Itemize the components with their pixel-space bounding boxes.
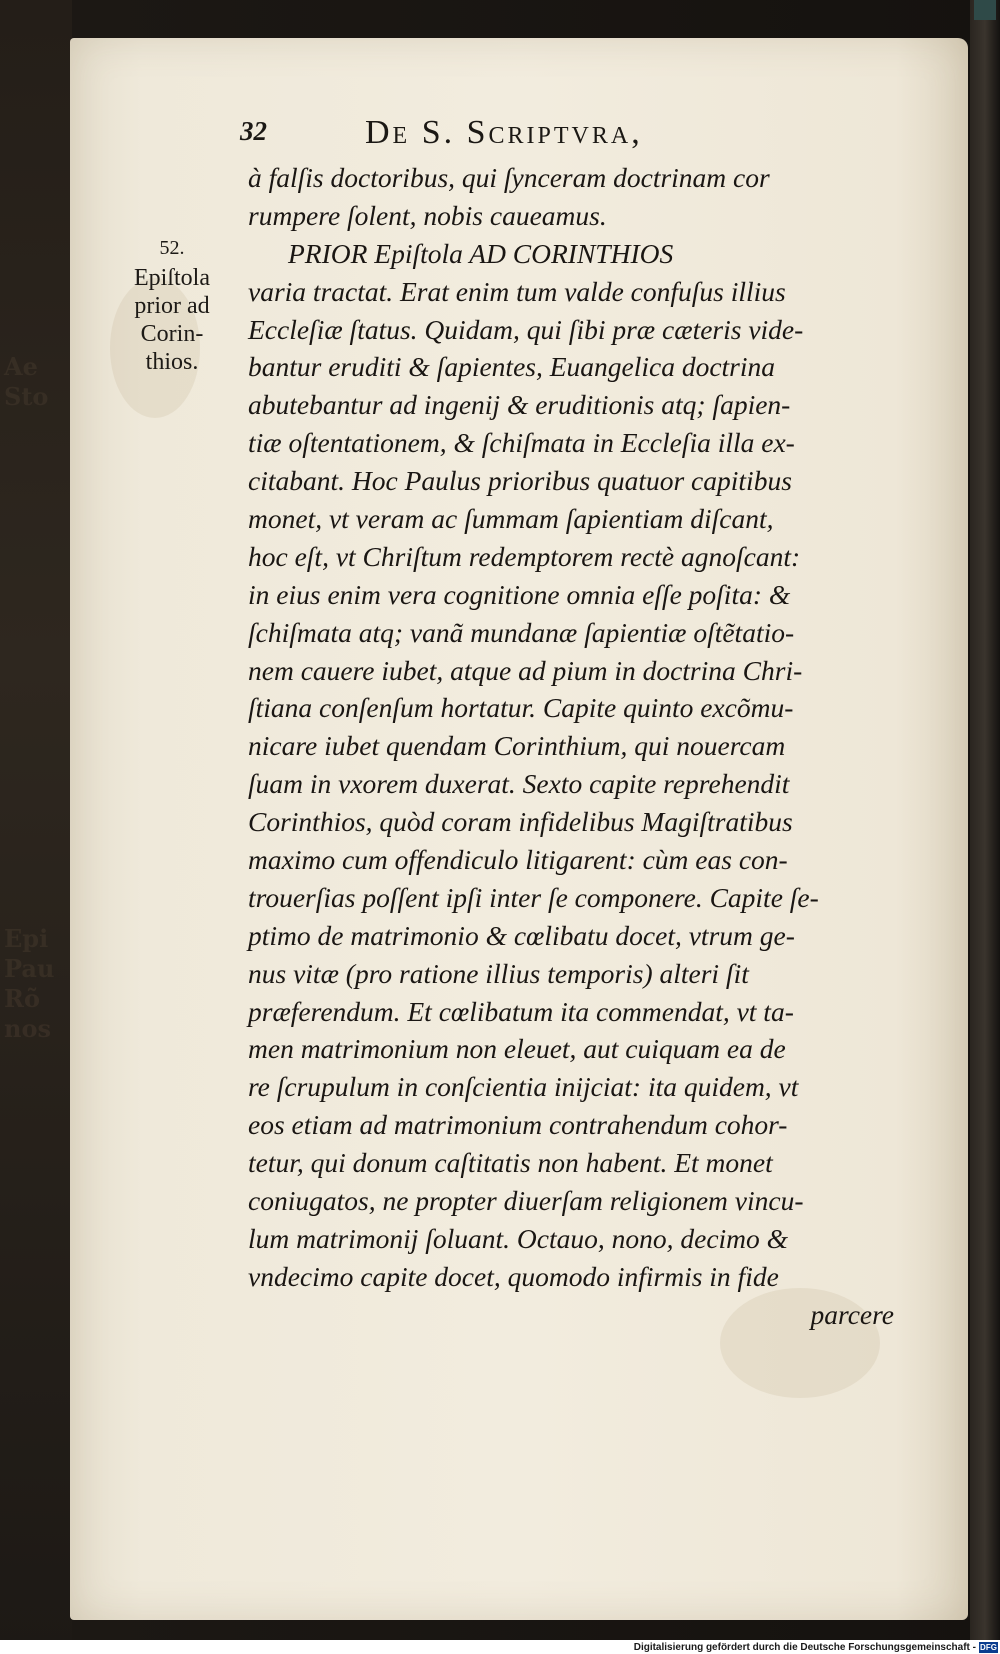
text-line: ſtiana conſenſum hortatur. Capite quinto excõmu- (248, 692, 794, 724)
bleed-through-text: Ae Sto (4, 352, 49, 411)
text-line: ſuam in vxorem duxerat. Sexto capite reprehendit (248, 768, 790, 800)
marginal-note-line: Corin- (140, 321, 204, 347)
text-line: ſchiſmata atq; vanã mundanæ ſapientiæ oſtẽtatio- (248, 616, 795, 648)
text-line: hoc eſt, vt Chriſtum redemptorem rectè agnoſcant: (248, 540, 801, 572)
dfg-logo: DFG (980, 1643, 997, 1652)
text-line: lum matrimonij ſoluant. Octauo, nono, decimo & (248, 1222, 789, 1254)
text-line: rumpere ſolent, nobis caueamus. (248, 199, 607, 231)
book-fore-edge (970, 0, 1000, 1654)
funding-credit: Digitalisierung gefördert durch die Deutsche Forschungsgemeinschaft - (633, 1642, 976, 1653)
facing-page-edge (0, 0, 72, 1654)
text-line: in eius enim vera cognitione omnia eſſe poſita: & (248, 578, 791, 610)
running-head (240, 114, 840, 158)
text-line: Corinthios, quòd coram infidelibus Magiſtratibus (248, 806, 793, 838)
text-line: abutebantur ad ingenij & eruditionis atq; ſapien- (248, 389, 791, 421)
text-line: varia tractat. Erat enim tum valde confuſus illius (248, 275, 786, 307)
text-line: tetur, qui donum caſtitatis non habent. Et monet (248, 1147, 773, 1179)
text-line: eos etiam ad matrimonium contrahendum cohor- (248, 1109, 788, 1141)
running-head-title: De S. Scriptvra, (365, 114, 643, 151)
text-line: monet, vt veram ac ſummam ſapientiam diſcant, (248, 503, 774, 535)
text-line: PRIOR Epiſtola AD CORINTHIOS (288, 237, 674, 269)
book-page (70, 38, 968, 1620)
text-line: bantur eruditi & ſapientes, Euangelica doctrina (248, 351, 776, 383)
footer-bar (0, 1640, 1000, 1654)
bleed-through-text: Epi Pau Rõ nos (4, 924, 55, 1043)
catchword: parcere (810, 1298, 894, 1330)
text-line: trouerſias poſſent ipſi inter ſe componere. Capite ſe- (248, 881, 819, 913)
text-line: ptimo de matrimonio & cœlibatu docet, vtrum ge- (248, 919, 795, 951)
text-line: re ſcrupulum in conſcientia inijciat: ita quidem, vt (248, 1071, 799, 1103)
marginal-note-number: 52. (159, 237, 185, 259)
marginal-note-line: prior ad (134, 293, 210, 319)
text-line: maximo cum offendiculo litigarent: cùm eas con- (248, 844, 788, 876)
color-tab (974, 0, 996, 20)
marginal-note-line: thios. (145, 349, 199, 375)
text-line: Eccleſiæ ſtatus. Quidam, qui ſibi præ cæteris vide- (248, 313, 804, 345)
page-number: 32 (240, 116, 267, 146)
text-line: citabant. Hoc Paulus prioribus quatuor capitibus (248, 465, 792, 497)
text-line: men matrimonium non eleuet, aut cuiquam ea de (248, 1033, 786, 1065)
body-text (248, 159, 894, 1334)
marginal-note-line: Epiſtola (134, 265, 210, 291)
text-line: tiæ oſtentationem, & ſchiſmata in Eccleſia illa ex- (248, 427, 795, 459)
text-line: nus vitæ (pro ratione illius temporis) alteri ſit (248, 957, 749, 989)
text-line: nicare iubet quendam Corinthium, qui nouercam (248, 730, 786, 762)
text-line: vndecimo capite docet, quomodo infirmis in fide (248, 1260, 779, 1292)
text-line: præferendum. Et cœlibatum ita commendat, vt ta- (248, 995, 794, 1027)
text-line: nem cauere iubet, atque ad pium in doctrina Chri- (248, 654, 803, 686)
text-line: coniugatos, ne propter diuerſam religionem vincu- (248, 1185, 804, 1217)
marginal-note (112, 234, 232, 376)
text-line: à falſis doctoribus, qui ſynceram doctrinam cor (248, 162, 770, 193)
